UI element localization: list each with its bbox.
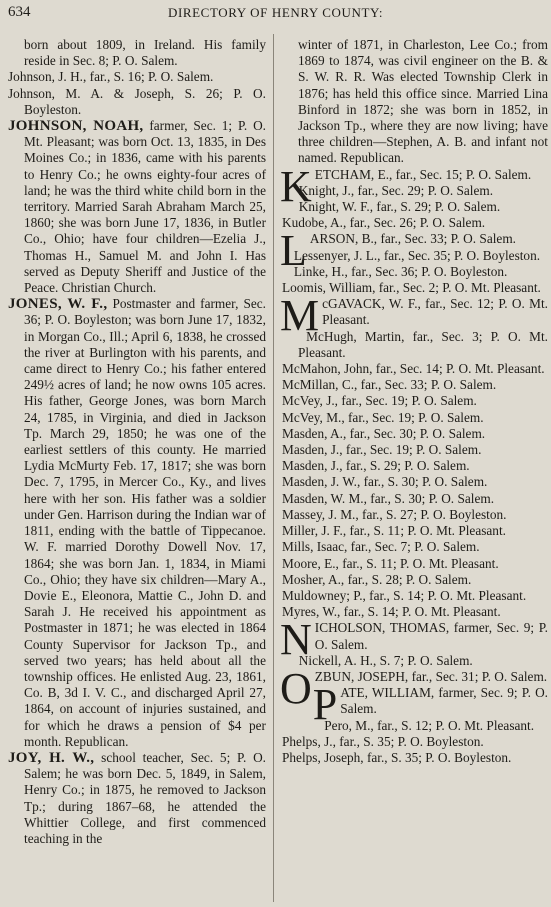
directory-entry: ICHOLSON, THOMAS, farmer, Sec. 9; P. O. Salem.	[314, 620, 548, 652]
drop-cap-initial: M	[280, 291, 320, 341]
column-divider	[273, 34, 274, 902]
directory-entry: Masden, A., far., Sec. 30; P. O. Salem.	[282, 425, 486, 441]
right-column	[282, 37, 548, 766]
page-header	[0, 0, 551, 26]
biography-entry	[8, 296, 266, 750]
directory-entry: McMahon, John, far., Sec. 14; P. O. Mt. Pleasant.	[282, 361, 545, 377]
biography-entry	[8, 750, 266, 847]
directory-entry: Johnson, M. A. & Joseph, S. 26; P. O. Boyleston.	[8, 85, 266, 117]
directory-entry: Myres, W., far., S. 14; P. O. Mt. Pleasant.	[282, 604, 501, 620]
continued-entry: winter of 1871, in Charleston, Lee Co.; from 1869 to 1874, was civil engineer on the B. & S. W. R. R. Was elected Township Clerk in 1876; has held this office since. Married Lina Binford in 1872; she was born in 1852, in Jackson Tp., where they are now living; have three children—Stephen, A. B. and infant not named. Republican.	[298, 37, 548, 166]
page-number: 634	[8, 4, 31, 20]
directory-entry: Miller, J. F., far., S. 11; P. O. Mt. Pleasant.	[282, 523, 506, 539]
directory-entry: Lessenyer, J. L., far., Sec. 35; P. O. Boyleston.	[293, 247, 541, 263]
directory-entry: Knight, J., far., Sec. 29; P. O. Salem.	[298, 182, 494, 198]
directory-entry: Massey, J. M., far., S. 27; P. O. Boyleston.	[282, 506, 507, 522]
directory-entry: cGAVACK, W. F., far., Sec. 12; P. O. Mt. Pleasant.	[322, 296, 548, 328]
directory-entry: Nickell, A. H., S. 7; P. O. Salem.	[298, 652, 473, 668]
directory-entry: Mosher, A., far., S. 28; P. O. Salem.	[282, 571, 472, 587]
drop-cap-initial: P	[312, 680, 338, 730]
directory-entry: Knight, W. F., far., S. 29; P. O. Salem.	[298, 199, 501, 215]
biography-text: Postmaster and farmer, Sec. 36; P. O. Boyleston; was born June 17, 1832, in Morgan Co., Ill.; April 6, 1838, he crossed the river at Burlington with his parents, and came direct to Henry Co.; his father entered 249½ acres of land; he now owns 105 acres. His father, George Jones, was born March 24, 1785, in Virginia, and died in Jackson Tp. March 29, 1850; he was one of the earliest settlers of this county. He married Lydia McMurty Feb. 17, 1817; she was born Dec. 7, 1795, in Mercer Co., Ky., and lives here with her son. His father was a soldier under Gen. Harrison during the Indian war of 1811, ending with the battle of Tippecanoe. W. F. married Dorothy Dowell Nov. 17, 1864; she was born Jan. 1, 1834, in Miami Co., Ohio; they have six children—Mary A., Dovie E., Eleonora, Mattie C., John D. and Sarah J. He received his appointment as Postmaster in 1871; he was elected in 1864 County Supervisor for Jackson Tp., and served two years; has held about all the township offices. He enlisted Aug. 23, 1861, Co. B, 3d I. V. C., and discharged April 27, 1864, on account of injuries sustained, and for which he draws a pension of $4 per month. Republican.	[24, 296, 266, 749]
directory-entry: ETCHAM, E., far., Sec. 15; P. O. Salem.	[314, 166, 532, 182]
directory-entry: Moore, E., far., S. 11; P. O. Mt. Pleasant.	[282, 555, 499, 571]
letter-section-m	[280, 291, 548, 341]
directory-entry: Kudobe, A., far., Sec. 26; P. O. Salem.	[282, 215, 486, 231]
directory-entry: McVey, J., far., Sec. 19; P. O. Salem.	[282, 393, 477, 409]
directory-entry: McVey, M., far., Sec. 19; P. O. Salem.	[282, 409, 484, 425]
directory-entry: ARSON, B., far., Sec. 33; P. O. Salem.	[309, 231, 516, 247]
directory-entry: Muldowney; P., far., S. 14; P. O. Mt. Pleasant.	[282, 587, 527, 603]
biography-name: JOY, H. W.,	[8, 749, 95, 766]
directory-entry: Phelps, Joseph, far., S. 35; P. O. Boyleston.	[282, 749, 512, 765]
directory-entry: Masden, J., far., Sec. 19; P. O. Salem.	[282, 442, 482, 458]
running-title: DIRECTORY OF HENRY COUNTY:	[167, 5, 384, 20]
continued-entry: born about 1809, in Ireland. His family reside in Sec. 8; P. O. Salem.	[24, 37, 266, 69]
directory-entry: Johnson, J. H., far., S. 16; P. O. Salem.	[8, 69, 214, 85]
directory-entry: Linke, H., far., Sec. 36; P. O. Boyleston.	[293, 263, 508, 279]
biography-entry	[8, 118, 266, 296]
directory-entry: Phelps, J., far., S. 35; P. O. Boyleston.	[282, 733, 484, 749]
directory-entry: Mills, Isaac, far., Sec. 7; P. O. Salem.	[282, 539, 480, 555]
drop-cap-initial: O	[280, 663, 312, 713]
drop-cap-initial: L	[280, 226, 307, 276]
directory-entry: Masden, J. W., far., S. 30; P. O. Salem.	[282, 474, 488, 490]
directory-entry: Pero, M., far., S. 12; P. O. Mt. Pleasant.	[324, 717, 535, 733]
biography-text: farmer, Sec. 1; P. O. Mt. Pleasant; was born Oct. 13, 1835, in Des Moines Co.; in 1836, came with his parents to Henry Co.; he owns eighty-four acres of land; he was the third white child born in the territory. Married Sarah Abraham March 25, 1860; she was born June 17, 1836, in Butler Co., Ohio; have four children—Ezelia J., Thomas H., Samuel M. and John I. Has served as Deputy Sheriff and Justice of the Peace. Christian Church.	[24, 118, 266, 296]
directory-entry: McHugh, Martin, far., Sec. 3; P. O. Mt. Pleasant.	[298, 328, 548, 360]
directory-entry: ATE, WILLIAM, farmer, Sec. 9; P. O. Salem.	[340, 685, 548, 717]
directory-entry: McMillan, C., far., Sec. 33; P. O. Salem.	[282, 377, 497, 393]
directory-entry: Masden, J., far., S. 29; P. O. Salem.	[282, 458, 470, 474]
biography-name: JONES, W. F.,	[8, 296, 108, 313]
biography-text: school teacher, Sec. 5; P. O. Salem; he was born Dec. 5, 1849, in Salem, Henry Co.; in 1875, he removed to Jackson Tp.; during 1867–68, he attended the Whittier College, and first commenced teaching in the	[24, 749, 267, 846]
biography-name: JOHNSON, NOAH,	[8, 118, 144, 135]
directory-entry: ZBUN, JOSEPH, far., Sec. 31; P. O. Salem.	[314, 668, 548, 684]
drop-cap-initial: K	[280, 161, 312, 211]
left-column	[8, 37, 266, 847]
directory-entry: Loomis, William, far., Sec. 2; P. O. Mt. Pleasant.	[282, 280, 541, 296]
directory-entry: Masden, W. M., far., S. 30; P. O. Salem.	[282, 490, 495, 506]
drop-cap-initial: N	[280, 615, 312, 665]
